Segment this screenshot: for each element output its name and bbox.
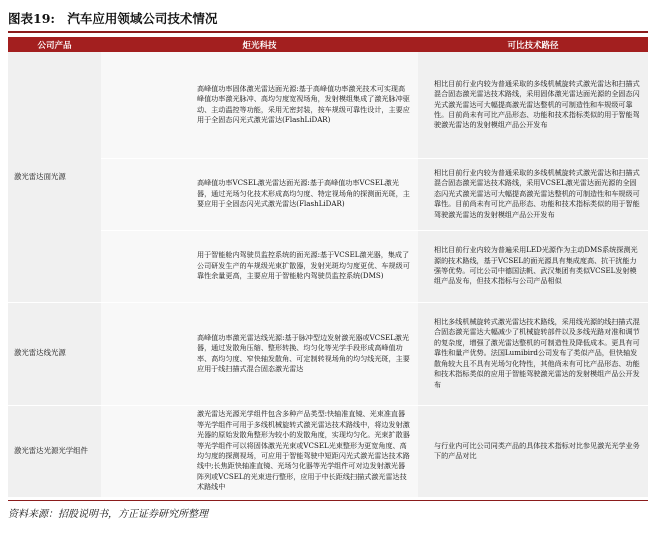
- tech-cell: 高峰值功率VCSEL激光雷达面光源:基于高峰值功率VCSEL激光器，通过光场匀化技术形成高均匀度、特定视场角的探测面光斑，主要应用于全固态闪光式激光雷达(FlashLiDAR): [101, 158, 418, 230]
- source-divider: [8, 500, 648, 501]
- table-row: [8, 302, 648, 405]
- tech-cell: 高峰值功率固体激光雷达面光源:基于高峰值功率激光技术可实现高峰值功率激光脉冲、高均匀度宽视场角，发射模组集成了激光脉冲驱动、主动温控等功能，采用无密封装，按车规级可靠性设计，主要应用于全固态闪光式激光雷达(FlashLiDAR): [101, 52, 418, 158]
- header-product: 公司产品: [8, 37, 101, 52]
- product-cell: 激光雷达光源光学组件: [8, 405, 101, 497]
- table-row: [8, 158, 648, 230]
- path-cell: 相比目前行业内较为普通采取的多线机械旋转式激光雷达和扫描式混合固态激光雷达技术路线，采用固体激光雷达面光源的全固态闪光式激光雷达可大幅提高激光雷达整机的可制造性和车规级可靠性。目前尚未有可比产品形态、功能和技术指标类似的用于智能驾驶激光雷达的发射模组产品公开发布: [418, 52, 648, 158]
- figure-caption: 汽车应用领域公司技术情况: [67, 11, 218, 26]
- path-cell: 与行业内可比公司同类产品的具体技术指标对比参见激光光学业务下的产品对比: [418, 405, 648, 497]
- header-comparable-path: 可比技术路径: [418, 37, 648, 52]
- tech-cell: 高峰值功率激光雷达线光源:基于脉冲型边发射激光器或VCSEL激光器，通过发散角压缩、整形转换、均匀化等光学手段形成高峰值功率、高均匀度、窄快轴发散角、可定制转视场角的均匀线光斑，主要应用于线扫描式混合固态激光雷达: [101, 302, 418, 405]
- table-row: [8, 230, 648, 302]
- title-divider: [8, 31, 648, 33]
- product-cell: 激光雷达面光源: [8, 52, 101, 302]
- table-row: [8, 52, 648, 158]
- path-cell: 相比目前行业内较为普通采取的多线机械旋转式激光雷达和扫描式混合固态激光雷达技术路线，采用VCSEL激光雷达面光源的全固态闪光式激光雷达可大幅提高激光雷达整机的可制造性和车规级可靠性。目前尚未有可比产品形态、功能和技术指标类似的用于智能驾驶激光雷达的发射模组产品公开发布: [418, 158, 648, 230]
- table-row: [8, 405, 648, 497]
- figure-title: [8, 9, 648, 29]
- tech-cell: 激光雷达光源光学组件包含多种产品类型:快轴准直镜、光束准直器等光学组件可用于多线机械旋转式激光雷达技术路线中，将边发射激光器的原始发散角整形为较小的发散角度，实现均匀化。光束扩散器等光学组件可以将固体激光光束或VCSEL光束整形为更宽角度、高均匀度的探测视场，可应用于智能驾驶中短距闪光式激光雷达技术路线中;长焦距快轴准直镜、光场匀化器等光学组件可对边发射激光器阵列或VCSEL的光束进行整形，应用于中长距线扫描式激光雷达技术路线中: [101, 405, 418, 497]
- tech-comparison-table: [8, 37, 648, 498]
- tech-cell: 用于智能舱内驾驶员监控系统的面光源:基于VCSEL激光器，集成了公司研发生产的车规级光束扩散器，发射光斑均匀度更优、车规级可靠性余量更高，主要应用于智能舱内驾驶员监控系统(DMS): [101, 230, 418, 302]
- source-note: 资料来源：招股说明书，方正证券研究所整理: [8, 509, 208, 520]
- path-cell: 相比多线机械旋转式激光雷达技术路线，采用线光源的线扫描式混合固态激光雷达大幅减少了机械旋转部件以及多线光路对准和调节的复杂度，增强了激光雷达整机的可制造性及降低成本。更具有可靠性和量产优势。法国Lumibird公司发布了类似产品，但快轴发散角较大且不具有光场匀化特性，其他尚未有可比产品形态、功能和技术指标类似的应用于智能驾驶激光雷达的发射模组产品公开发布: [418, 302, 648, 405]
- table-header-row: [8, 37, 648, 52]
- header-company-tech: 炬光科技: [101, 37, 418, 52]
- path-cell: 相比目前行业内较为普遍采用LED光源作为主动DMS系统探测光源的技术路线，基于VCSEL的面光源具有集成度高、抗干扰能力强等优势。可比公司中德国法帆、武汉集团有类似VCSEL发射模组产品发布，但技术指标与公司产品相似: [418, 230, 648, 302]
- product-cell: 激光雷达线光源: [8, 302, 101, 405]
- figure-number: 图表19:: [8, 11, 56, 26]
